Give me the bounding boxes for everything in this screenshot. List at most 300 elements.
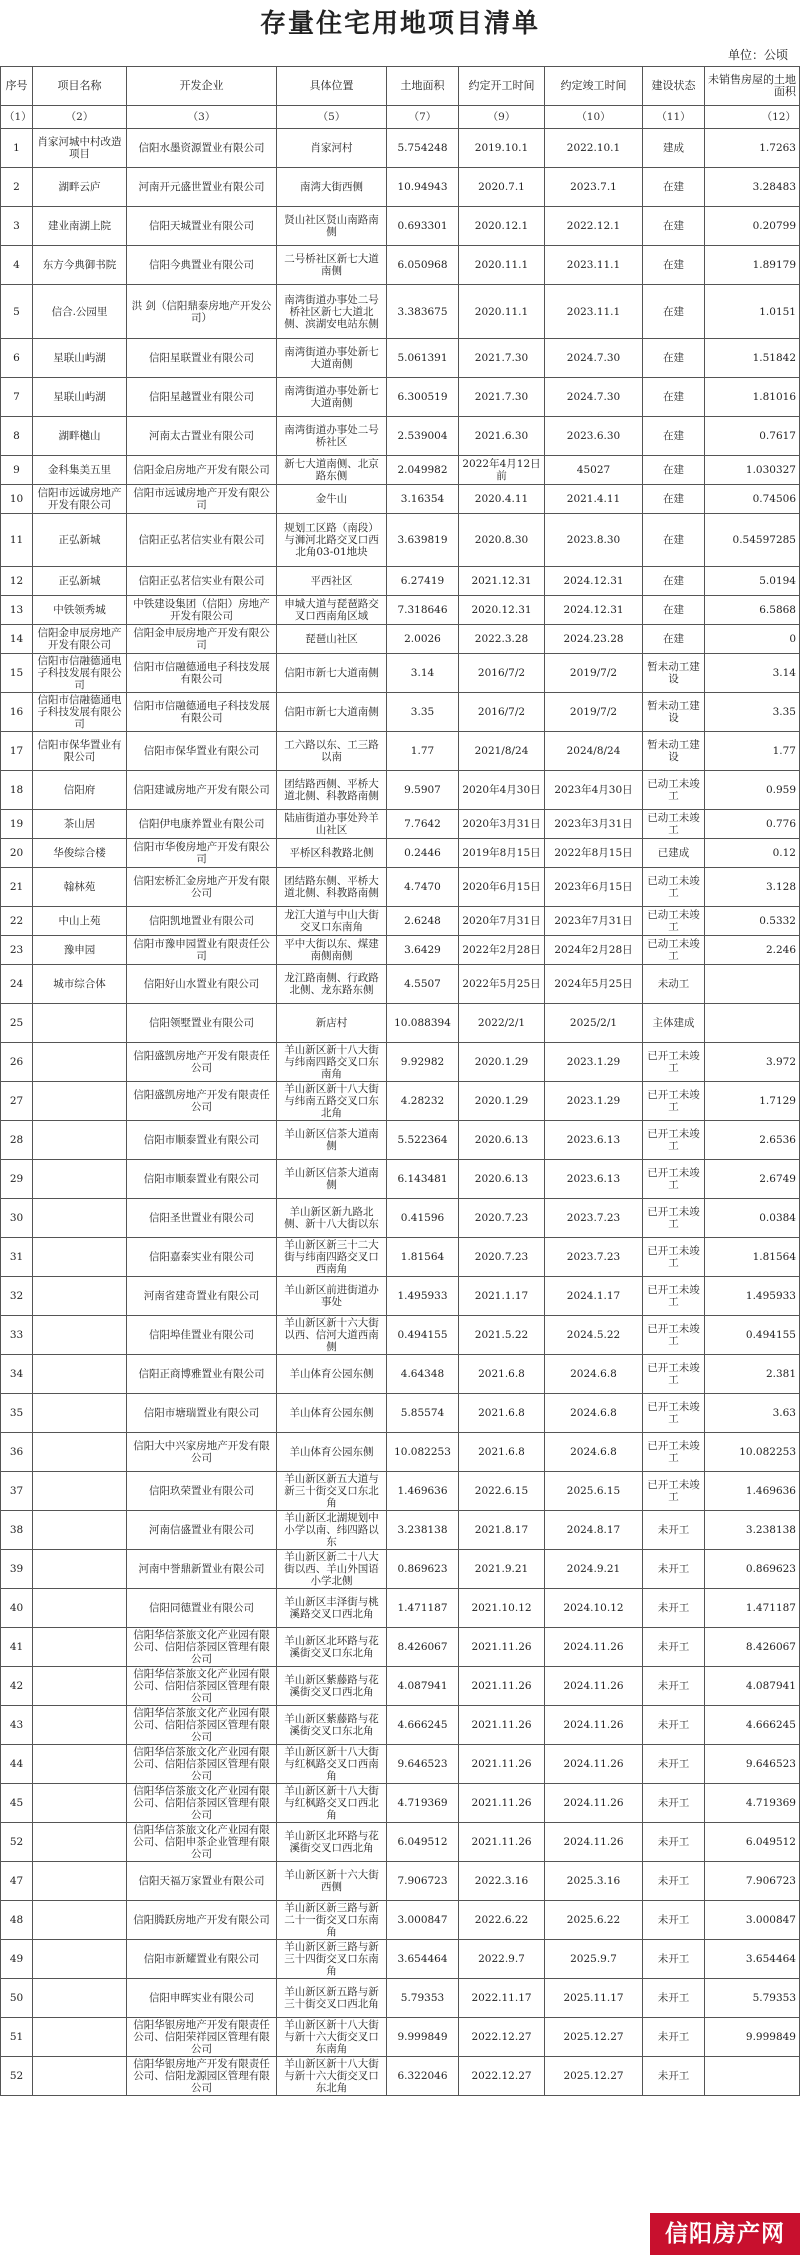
cell-seq: 8: [1, 417, 33, 456]
cell-unsold-area: 0.12: [705, 839, 800, 868]
cell-developer: 信阳华信茶旅文化产业园有限公司、信阳信茶园区管理有限公司: [127, 1628, 277, 1667]
table-row: [1, 514, 800, 567]
cell-unsold-area: 6.5868: [705, 596, 800, 625]
cell-finish-date: （10）: [545, 106, 643, 129]
cell-land-area: 3.6429: [387, 936, 459, 965]
cell-unsold-area: 0.869623: [705, 1550, 800, 1589]
cell-status: 未开工: [643, 1550, 705, 1589]
cell-unsold-area: 1.030327: [705, 456, 800, 485]
cell-status: 已开工未竣工: [643, 1043, 705, 1082]
cell-status: 在建: [643, 207, 705, 246]
cell-project-name: [33, 1862, 127, 1901]
cell-seq: （1）: [1, 106, 33, 129]
cell-seq: 3: [1, 207, 33, 246]
cell-project-name: 中山上苑: [33, 907, 127, 936]
cell-finish-date: 2024.7.30: [545, 378, 643, 417]
cell-location: 信阳市新七大道南侧: [277, 693, 387, 732]
land-table: [0, 66, 800, 2096]
cell-status: 在建: [643, 378, 705, 417]
cell-land-area: 9.646523: [387, 1745, 459, 1784]
cell-start-date: 2021.6.30: [459, 417, 545, 456]
cell-status: 已开工未竣工: [643, 1394, 705, 1433]
table-row: [1, 1940, 800, 1979]
cell-land-area: 5.754248: [387, 129, 459, 168]
table-row: [1, 1979, 800, 2018]
cell-finish-date: 2025.12.27: [545, 2018, 643, 2057]
cell-location: 陆庙街道办事处羚羊山社区: [277, 810, 387, 839]
cell-start-date: 2020.12.1: [459, 207, 545, 246]
table-row: [1, 168, 800, 207]
cell-seq: 23: [1, 936, 33, 965]
cell-start-date: 2021.10.12: [459, 1589, 545, 1628]
cell-unsold-area: 10.082253: [705, 1433, 800, 1472]
cell-developer: 信阳玖荣置业有限公司: [127, 1472, 277, 1511]
cell-land-area: 1.495933: [387, 1277, 459, 1316]
cell-developer: 信阳华银房地产开发有限责任公司、信阳荣祥园区管理有限公司: [127, 2018, 277, 2057]
cell-status: 在建: [643, 625, 705, 654]
cell-unsold-area: 4.666245: [705, 1706, 800, 1745]
cell-project-name: 豫申园: [33, 936, 127, 965]
cell-developer: 信阳市保华置业有限公司: [127, 732, 277, 771]
cell-land-area: 8.426067: [387, 1628, 459, 1667]
cell-location: 规划工区路（南段）与浉河北路交叉口西北角03-01地块: [277, 514, 387, 567]
cell-finish-date: 2025.9.7: [545, 1940, 643, 1979]
cell-project-name: 正弘新城: [33, 567, 127, 596]
cell-finish-date: 2024.12.31: [545, 567, 643, 596]
cell-start-date: 2022.3.28: [459, 625, 545, 654]
cell-developer: 信阳华信茶旅文化产业园有限公司、信阳信茶园区管理有限公司: [127, 1667, 277, 1706]
cell-land-area: 4.666245: [387, 1706, 459, 1745]
cell-start-date: 2022.12.27: [459, 2018, 545, 2057]
cell-status: 未开工: [643, 1511, 705, 1550]
cell-seq: 40: [1, 1589, 33, 1628]
cell-finish-date: 2023.1.29: [545, 1082, 643, 1121]
cell-developer: 信阳华信茶旅文化产业园有限公司、信阳信茶园区管理有限公司: [127, 1745, 277, 1784]
cell-developer: 信阳市信融德通电子科技发展有限公司: [127, 654, 277, 693]
cell-seq: 20: [1, 839, 33, 868]
cell-unsold-area: 3.972: [705, 1043, 800, 1082]
cell-finish-date: 2024.11.26: [545, 1628, 643, 1667]
cell-start-date: 2021.8.17: [459, 1511, 545, 1550]
cell-status: 已开工未竣工: [643, 1316, 705, 1355]
cell-finish-date: 2024.9.21: [545, 1550, 643, 1589]
cell-land-area: 5.85574: [387, 1394, 459, 1433]
cell-location: 羊山新区信茶大道南侧: [277, 1160, 387, 1199]
cell-developer: 信阳市远诚房地产开发有限公司: [127, 485, 277, 514]
cell-status: 暂未动工建设: [643, 693, 705, 732]
cell-finish-date: 2024.8.17: [545, 1511, 643, 1550]
cell-project-name: [33, 1940, 127, 1979]
cell-location: 肖家河村: [277, 129, 387, 168]
table-row: [1, 771, 800, 810]
cell-seq: 21: [1, 868, 33, 907]
cell-project-name: 信阳市信融德通电子科技发展有限公司: [33, 654, 127, 693]
cell-start-date: 2021.11.26: [459, 1745, 545, 1784]
cell-project-name: 湖畔樾山: [33, 417, 127, 456]
cell-land-area: 1.469636: [387, 1472, 459, 1511]
cell-status: 建成: [643, 129, 705, 168]
cell-developer: 信阳华银房地产开发有限责任公司、信阳龙源园区管理有限公司: [127, 2057, 277, 2096]
cell-location: 二号桥社区新七大道南侧: [277, 246, 387, 285]
cell-developer: 信阳市新耀置业有限公司: [127, 1940, 277, 1979]
cell-unsold-area: 2.6536: [705, 1121, 800, 1160]
cell-seq: 4: [1, 246, 33, 285]
cell-status: 未开工: [643, 1979, 705, 2018]
cell-finish-date: 2023.1.29: [545, 1043, 643, 1082]
cell-project-name: [33, 1823, 127, 1862]
cell-start-date: 约定开工时间: [459, 67, 545, 106]
table-row: [1, 1628, 800, 1667]
cell-finish-date: 2023.8.30: [545, 514, 643, 567]
cell-location: 羊山新区北湖规划中小学以南、纬四路以东: [277, 1511, 387, 1550]
cell-unsold-area: 1.77: [705, 732, 800, 771]
cell-developer: 信阳市顺泰置业有限公司: [127, 1121, 277, 1160]
cell-unsold-area: 8.426067: [705, 1628, 800, 1667]
cell-location: 南湾大街西侧: [277, 168, 387, 207]
cell-finish-date: 2025/2/1: [545, 1004, 643, 1043]
cell-start-date: 2021.1.17: [459, 1277, 545, 1316]
table-row: [1, 1004, 800, 1043]
cell-location: 羊山新区新五路与新三十街交叉口西北角: [277, 1979, 387, 2018]
cell-start-date: 2022.3.16: [459, 1862, 545, 1901]
cell-unsold-area: 3.128: [705, 868, 800, 907]
cell-location: 羊山新区紫藤路与花溪街交叉口西北角: [277, 1667, 387, 1706]
cell-developer: 信阳伊电康养置业有限公司: [127, 810, 277, 839]
cell-start-date: 2020.1.29: [459, 1043, 545, 1082]
table-row: [1, 1706, 800, 1745]
cell-start-date: 2021.7.30: [459, 339, 545, 378]
cell-land-area: 4.64348: [387, 1355, 459, 1394]
cell-unsold-area: 4.719369: [705, 1784, 800, 1823]
cell-start-date: 2020.4.11: [459, 485, 545, 514]
cell-project-name: [33, 1121, 127, 1160]
cell-unsold-area: 1.81564: [705, 1238, 800, 1277]
cell-land-area: 4.7470: [387, 868, 459, 907]
cell-finish-date: 约定竣工时间: [545, 67, 643, 106]
cell-land-area: 3.14: [387, 654, 459, 693]
cell-unsold-area: 4.087941: [705, 1667, 800, 1706]
cell-seq: 18: [1, 771, 33, 810]
table-row: [1, 1355, 800, 1394]
cell-start-date: （9）: [459, 106, 545, 129]
cell-finish-date: 2025.6.22: [545, 1901, 643, 1940]
table-row: [1, 1082, 800, 1121]
site-logo: 信阳房产网: [650, 2213, 800, 2255]
cell-project-name: 信合.公园里: [33, 285, 127, 339]
cell-land-area: 3.639819: [387, 514, 459, 567]
cell-unsold-area: [705, 965, 800, 1004]
cell-project-name: [33, 1589, 127, 1628]
table-row: [1, 1043, 800, 1082]
cell-unsold-area: 0.959: [705, 771, 800, 810]
cell-seq: 22: [1, 907, 33, 936]
cell-start-date: 2020年6月15日: [459, 868, 545, 907]
cell-project-name: 中铁领秀城: [33, 596, 127, 625]
cell-finish-date: 2023年3月31日: [545, 810, 643, 839]
cell-project-name: 信阳金申辰房地产开发有限公司: [33, 625, 127, 654]
cell-seq: 37: [1, 1472, 33, 1511]
table-row: [1, 625, 800, 654]
cell-project-name: 城市综合体: [33, 965, 127, 1004]
cell-start-date: 2022.12.27: [459, 2057, 545, 2096]
cell-location: 羊山新区北环路与花溪街交叉口西北角: [277, 1823, 387, 1862]
cell-location: 新店村: [277, 1004, 387, 1043]
cell-unsold-area: 0.54597285: [705, 514, 800, 567]
cell-finish-date: 2024.6.8: [545, 1433, 643, 1472]
cell-location: 琵琶山社区: [277, 625, 387, 654]
cell-developer: 信阳腾跃房地产开发有限公司: [127, 1901, 277, 1940]
cell-start-date: 2021/8/24: [459, 732, 545, 771]
cell-developer: 信阳星越置业有限公司: [127, 378, 277, 417]
table-row: [1, 339, 800, 378]
cell-start-date: 2022.9.7: [459, 1940, 545, 1979]
cell-land-area: 2.6248: [387, 907, 459, 936]
cell-project-name: [33, 1628, 127, 1667]
cell-developer: 信阳正商博雅置业有限公司: [127, 1355, 277, 1394]
cell-developer: 中铁建设集团（信阳）房地产开发有限公司: [127, 596, 277, 625]
cell-developer: 信阳市塘瑞置业有限公司: [127, 1394, 277, 1433]
cell-status: 未开工: [643, 1862, 705, 1901]
cell-project-name: [33, 1316, 127, 1355]
cell-status: 在建: [643, 456, 705, 485]
cell-seq: 29: [1, 1160, 33, 1199]
cell-project-name: [33, 1355, 127, 1394]
cell-unsold-area: 3.000847: [705, 1901, 800, 1940]
cell-unsold-area: 0.20799: [705, 207, 800, 246]
table-row: [1, 1901, 800, 1940]
cell-start-date: 2020.6.13: [459, 1121, 545, 1160]
cell-project-name: 肖家河城中村改造项目: [33, 129, 127, 168]
cell-status: 未开工: [643, 1901, 705, 1940]
cell-seq: 2: [1, 168, 33, 207]
cell-seq: 45: [1, 1784, 33, 1823]
cell-status: 在建: [643, 417, 705, 456]
cell-land-area: 6.049512: [387, 1823, 459, 1862]
cell-start-date: 2020.1.29: [459, 1082, 545, 1121]
cell-finish-date: 2025.12.27: [545, 2057, 643, 2096]
cell-status: 已开工未竣工: [643, 1121, 705, 1160]
cell-developer: 信阳市华俊房地产开发有限公司: [127, 839, 277, 868]
cell-start-date: 2021.12.31: [459, 567, 545, 596]
cell-seq: 36: [1, 1433, 33, 1472]
cell-seq: 1: [1, 129, 33, 168]
cell-finish-date: 2025.6.15: [545, 1472, 643, 1511]
table-row: [1, 1238, 800, 1277]
table-row: [1, 1394, 800, 1433]
cell-location: 羊山新区新九路北侧、新十八大街以东: [277, 1199, 387, 1238]
cell-start-date: 2022.11.17: [459, 1979, 545, 2018]
cell-unsold-area: 1.7263: [705, 129, 800, 168]
cell-status: 已开工未竣工: [643, 1238, 705, 1277]
cell-finish-date: 2024.11.26: [545, 1745, 643, 1784]
cell-unsold-area: 9.646523: [705, 1745, 800, 1784]
cell-finish-date: 2024.7.30: [545, 339, 643, 378]
cell-project-name: 信阳府: [33, 771, 127, 810]
table-row: [1, 246, 800, 285]
cell-developer: 信阳盛凯房地产开发有限责任公司: [127, 1043, 277, 1082]
cell-developer: 洪 剑（信阳鼎泰房地产开发公司）: [127, 285, 277, 339]
cell-land-area: 3.000847: [387, 1901, 459, 1940]
cell-finish-date: 2023年7月31日: [545, 907, 643, 936]
cell-start-date: 2021.7.30: [459, 378, 545, 417]
cell-unsold-area: 9.999849: [705, 2018, 800, 2057]
cell-status: 未开工: [643, 1667, 705, 1706]
cell-finish-date: 2019/7/2: [545, 693, 643, 732]
cell-land-area: 1.471187: [387, 1589, 459, 1628]
cell-land-area: 6.27419: [387, 567, 459, 596]
cell-unsold-area: 0.494155: [705, 1316, 800, 1355]
cell-finish-date: 2023.11.1: [545, 285, 643, 339]
table-row: [1, 810, 800, 839]
cell-unsold-area: 0.74506: [705, 485, 800, 514]
cell-status: 在建: [643, 514, 705, 567]
cell-seq: 19: [1, 810, 33, 839]
cell-start-date: 2019.10.1: [459, 129, 545, 168]
cell-finish-date: 2023.7.23: [545, 1199, 643, 1238]
cell-developer: 信阳圣世置业有限公司: [127, 1199, 277, 1238]
cell-location: 羊山体育公园东侧: [277, 1433, 387, 1472]
cell-developer: 信阳申晖实业有限公司: [127, 1979, 277, 2018]
table-row: [1, 1472, 800, 1511]
cell-status: 已开工未竣工: [643, 1277, 705, 1316]
cell-developer: 信阳市顺泰置业有限公司: [127, 1160, 277, 1199]
cell-developer: 信阳金启房地产开发有限公司: [127, 456, 277, 485]
cell-developer: 信阳华信茶旅文化产业园有限公司、信阳信茶园区管理有限公司: [127, 1706, 277, 1745]
cell-start-date: 2022年2月28日: [459, 936, 545, 965]
cell-location: 南湾街道办事处新七大道南侧: [277, 339, 387, 378]
cell-location: 羊山体育公园东侧: [277, 1394, 387, 1433]
cell-project-name: 信阳市信融德通电子科技发展有限公司: [33, 693, 127, 732]
cell-unsold-area: 3.238138: [705, 1511, 800, 1550]
table-row: [1, 2057, 800, 2096]
cell-land-area: 2.539004: [387, 417, 459, 456]
cell-location: 信阳市新七大道南侧: [277, 654, 387, 693]
cell-status: 未开工: [643, 1940, 705, 1979]
cell-status: 已动工未竣工: [643, 810, 705, 839]
cell-start-date: 2021.6.8: [459, 1355, 545, 1394]
cell-land-area: 1.77: [387, 732, 459, 771]
cell-project-name: 信阳市保华置业有限公司: [33, 732, 127, 771]
cell-unsold-area: 1.81016: [705, 378, 800, 417]
cell-finish-date: 2023年6月15日: [545, 868, 643, 907]
cell-start-date: 2021.6.8: [459, 1433, 545, 1472]
table-row: [1, 732, 800, 771]
cell-developer: 河南省建奇置业有限公司: [127, 1277, 277, 1316]
cell-status: 在建: [643, 285, 705, 339]
cell-seq: 33: [1, 1316, 33, 1355]
cell-land-area: 6.143481: [387, 1160, 459, 1199]
table-row: [1, 965, 800, 1004]
cell-unsold-area: [705, 1004, 800, 1043]
cell-land-area: 0.494155: [387, 1316, 459, 1355]
cell-seq: 50: [1, 1979, 33, 2018]
cell-land-area: 4.087941: [387, 1667, 459, 1706]
cell-unsold-area: 未销售房屋的土地面积: [705, 67, 800, 106]
cell-start-date: 2016/7/2: [459, 654, 545, 693]
cell-developer: 信阳水墨资源置业有限公司: [127, 129, 277, 168]
cell-seq: 16: [1, 693, 33, 732]
cell-location: 羊山新区新十八大街与红枫路交叉口西北角: [277, 1784, 387, 1823]
cell-status: 主体建成: [643, 1004, 705, 1043]
cell-seq: 15: [1, 654, 33, 693]
cell-seq: 39: [1, 1550, 33, 1589]
cell-land-area: 4.28232: [387, 1082, 459, 1121]
table-row: [1, 1784, 800, 1823]
cell-project-name: 茶山居: [33, 810, 127, 839]
cell-location: 龙江大道与中山大街交叉口东南角: [277, 907, 387, 936]
cell-unsold-area: [705, 2057, 800, 2096]
cell-start-date: 2020年7月31日: [459, 907, 545, 936]
cell-start-date: 2021.11.26: [459, 1667, 545, 1706]
cell-developer: 信阳今典置业有限公司: [127, 246, 277, 285]
cell-unsold-area: 0.776: [705, 810, 800, 839]
table-row: [1, 1550, 800, 1589]
table-row: [1, 1745, 800, 1784]
table-row: [1, 907, 800, 936]
cell-seq: 10: [1, 485, 33, 514]
cell-developer: 河南信盛置业有限公司: [127, 1511, 277, 1550]
table-row: [1, 1199, 800, 1238]
cell-location: 平中大街以东、煤建南侧南侧: [277, 936, 387, 965]
cell-seq: 34: [1, 1355, 33, 1394]
table-row: [1, 1667, 800, 1706]
table-row: [1, 654, 800, 693]
cell-finish-date: 2024.10.12: [545, 1589, 643, 1628]
table-row: [1, 1862, 800, 1901]
cell-seq: 31: [1, 1238, 33, 1277]
cell-seq: 14: [1, 625, 33, 654]
cell-unsold-area: 1.7129: [705, 1082, 800, 1121]
cell-start-date: 2021.5.22: [459, 1316, 545, 1355]
cell-status: 未开工: [643, 2057, 705, 2096]
cell-project-name: [33, 1472, 127, 1511]
cell-unsold-area: 0: [705, 625, 800, 654]
cell-project-name: 金科集美五里: [33, 456, 127, 485]
cell-seq: 48: [1, 1901, 33, 1940]
cell-project-name: 正弘新城: [33, 514, 127, 567]
cell-project-name: （2）: [33, 106, 127, 129]
cell-seq: 51: [1, 2018, 33, 2057]
cell-finish-date: 2024.23.28: [545, 625, 643, 654]
cell-unsold-area: 3.14: [705, 654, 800, 693]
cell-status: 已开工未竣工: [643, 1433, 705, 1472]
cell-land-area: 6.050968: [387, 246, 459, 285]
cell-location: 羊山新区新十六大街以西、信河大道西南侧: [277, 1316, 387, 1355]
cell-location: 团结路东侧、平桥大道北侧、科教路南侧: [277, 868, 387, 907]
cell-finish-date: 2024.11.26: [545, 1784, 643, 1823]
cell-location: 金牛山: [277, 485, 387, 514]
cell-status: 已动工未竣工: [643, 868, 705, 907]
table-row: [1, 1160, 800, 1199]
cell-seq: 47: [1, 1862, 33, 1901]
cell-project-name: [33, 1043, 127, 1082]
cell-finish-date: 2024.11.26: [545, 1706, 643, 1745]
cell-location: 具体位置: [277, 67, 387, 106]
cell-seq: 32: [1, 1277, 33, 1316]
cell-status: 已开工未竣工: [643, 1355, 705, 1394]
cell-seq: 38: [1, 1511, 33, 1550]
cell-project-name: [33, 1745, 127, 1784]
cell-land-area: 3.383675: [387, 285, 459, 339]
cell-start-date: 2021.11.26: [459, 1784, 545, 1823]
cell-land-area: 9.5907: [387, 771, 459, 810]
cell-finish-date: 2023年4月30日: [545, 771, 643, 810]
cell-status: 在建: [643, 339, 705, 378]
table-row: [1, 839, 800, 868]
cell-start-date: 2020.11.1: [459, 285, 545, 339]
table-row: [1, 417, 800, 456]
cell-land-area: 3.654464: [387, 1940, 459, 1979]
